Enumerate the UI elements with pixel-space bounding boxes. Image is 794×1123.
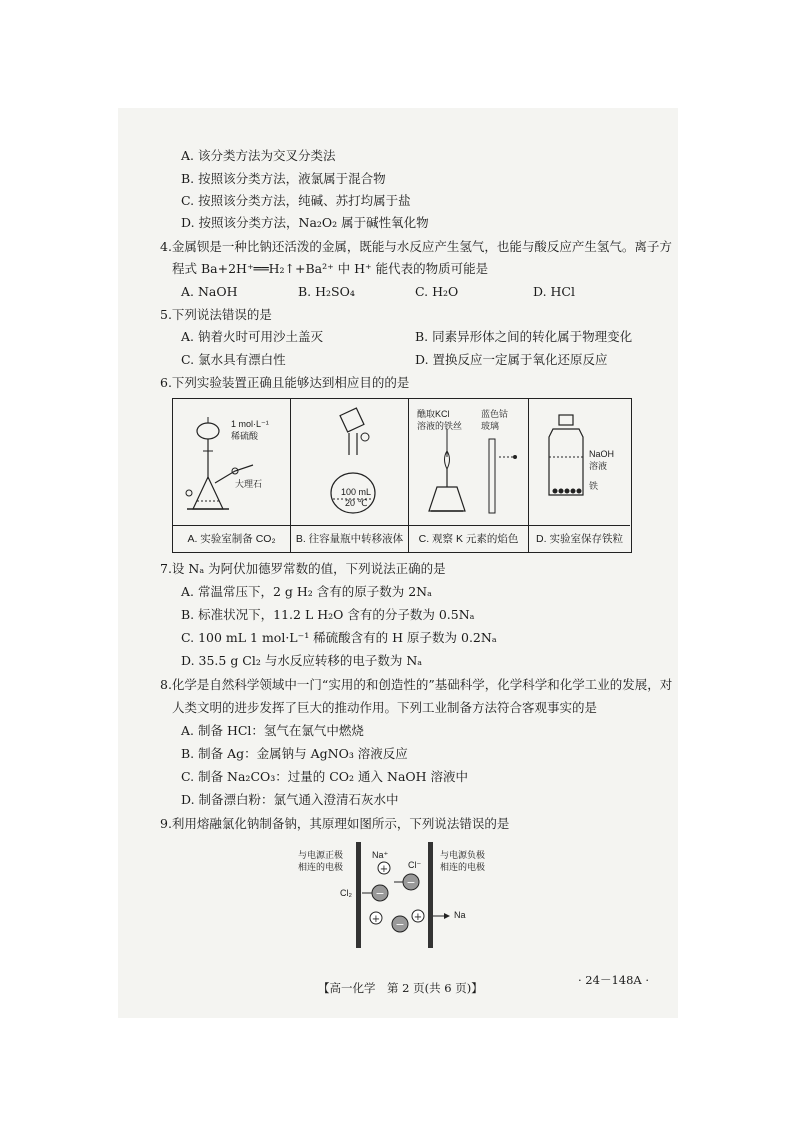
svg-text:+: + [413,912,423,923]
acid-concentration-label: 1 mol·L⁻¹ [231,419,269,429]
chloride-ion-label: Cl⁻ [408,860,422,870]
q6-stem: 6.下列实验装置正确且能够达到相应目的的是 [160,375,410,390]
q7-option-b: B. 标准状况下，11.2 L H₂O 含有的分子数为 0.5Nₐ [181,607,475,622]
sodium-ion-label: Na⁺ [372,850,389,860]
exam-code: · 24－148A · [578,973,650,987]
svg-text:−: − [406,876,416,889]
q6-caption-a: A. 实验室制备 CO₂ [173,525,290,552]
q7-option-a: A. 常温常压下，2 g H₂ 含有的原子数为 2Nₐ [181,584,432,599]
q8-stem-line1: 8.化学是自然科学领域中一门“实用的和创造性的”基础科学，化学科学和化学工业的发展，对 [160,677,673,692]
solution-label: 溶液 [589,461,608,471]
svg-text:−: − [395,918,405,931]
sodium-product-label: Na [454,910,466,920]
q5-stem: 5.下列说法错误的是 [160,307,272,322]
iron-label: 铁 [589,481,599,491]
q6-cell-d [529,399,630,552]
q6-apparatus-table [172,398,632,553]
cathode-label-1: 与电源负极 [440,850,486,860]
page-footer: 【高一化学 第 2 页(共 6 页)】 [318,981,483,995]
q8-option-c: C. 制备 Na₂CO₃：过量的 CO₂ 通入 NaOH 溶液中 [181,769,469,784]
svg-text:−: − [375,887,385,900]
anode-label-1: 与电源正极 [298,850,344,860]
q8-stem-line2: 人类文明的进步发挥了巨大的推动作用。下列工业制备方法符合客观事实的是 [172,700,598,715]
naoh-label: NaOH [589,449,615,459]
reagent-bottle-apparatus [529,399,630,526]
svg-text:+: + [371,914,381,925]
q5-option-a: A. 钠着火时可用沙土盖灭 [181,329,323,344]
q6-caption-b: B. 往容量瓶中转移液体 [291,525,408,552]
q3-option-c: C. 按照该分类方法，纯碱、苏打均属于盐 [181,193,411,208]
q6-caption-d: D. 实验室保存铁粒 [529,525,630,552]
q8-option-d: D. 制备漂白粉：氯气通入澄清石灰水中 [181,792,399,807]
q4-option-b: B. H₂SO₄ [298,284,355,299]
cobalt-glass-label-2: 玻璃 [481,421,500,431]
q7-option-c: C. 100 mL 1 mol·L⁻¹ 稀硫酸含有的 H 原子数为 0.2Nₐ [181,630,497,645]
flask-temperature-label: 20 ℃ [345,498,368,508]
q3-option-a: A. 该分类方法为交叉分类法 [181,148,336,163]
marble-label: 大理石 [235,479,263,489]
q9-stem: 9.利用熔融氯化钠制备钠，其原理如图所示，下列说法错误的是 [160,816,510,831]
chlorine-gas-label: Cl₂ [340,888,352,898]
q4-option-d: D. HCl [533,284,575,299]
electrolysis-diagram [296,838,526,953]
q7-option-d: D. 35.5 g Cl₂ 与水反应转移的电子数为 Nₐ [181,653,423,668]
q3-option-d: D. 按照该分类方法，Na₂O₂ 属于碱性氧化物 [181,215,429,230]
q6-caption-c: C. 观察 K 元素的焰色 [409,525,528,552]
q7-stem: 7.设 Nₐ 为阿伏加德罗常数的值，下列说法正确的是 [160,561,446,576]
q5-option-c: C. 氯水具有漂白性 [181,352,286,367]
q5-option-d: D. 置换反应一定属于氧化还原反应 [415,352,608,367]
q4-stem-line2: 程式 Ba+2H⁺══H₂↑+Ba²⁺ 中 H⁺ 能代表的物质可能是 [172,261,489,276]
q6-cell-a [173,399,291,552]
svg-text:+: + [379,864,389,875]
q8-option-a: A. 制备 HCl：氢气在氯气中燃烧 [181,723,364,738]
kcl-wire-label-2: 溶液的铁丝 [417,421,463,431]
q6-cell-b [291,399,409,552]
anode-label-2: 相连的电极 [298,862,344,872]
q5-option-b: B. 同素异形体之间的转化属于物理变化 [415,329,633,344]
q4-option-c: C. H₂O [415,284,459,299]
q4-option-a: A. NaOH [181,284,238,299]
q8-option-b: B. 制备 Ag：金属钠与 AgNO₃ 溶液反应 [181,746,408,761]
kcl-wire-label-1: 醮取KCl [417,409,450,419]
flask-volume-label: 100 mL [341,487,372,497]
dilute-sulfuric-acid-label: 稀硫酸 [231,431,259,441]
cathode-label-2: 相连的电极 [440,862,486,872]
q4-stem-line1: 4.金属钡是一种比钠还活泼的金属，既能与水反应产生氢气，也能与酸反应产生氢气。离子方 [160,239,672,254]
q3-option-b: B. 按照该分类方法，液氯属于混合物 [181,171,386,186]
cobalt-glass-label-1: 蓝色钴 [481,409,509,419]
q6-cell-c [409,399,529,552]
